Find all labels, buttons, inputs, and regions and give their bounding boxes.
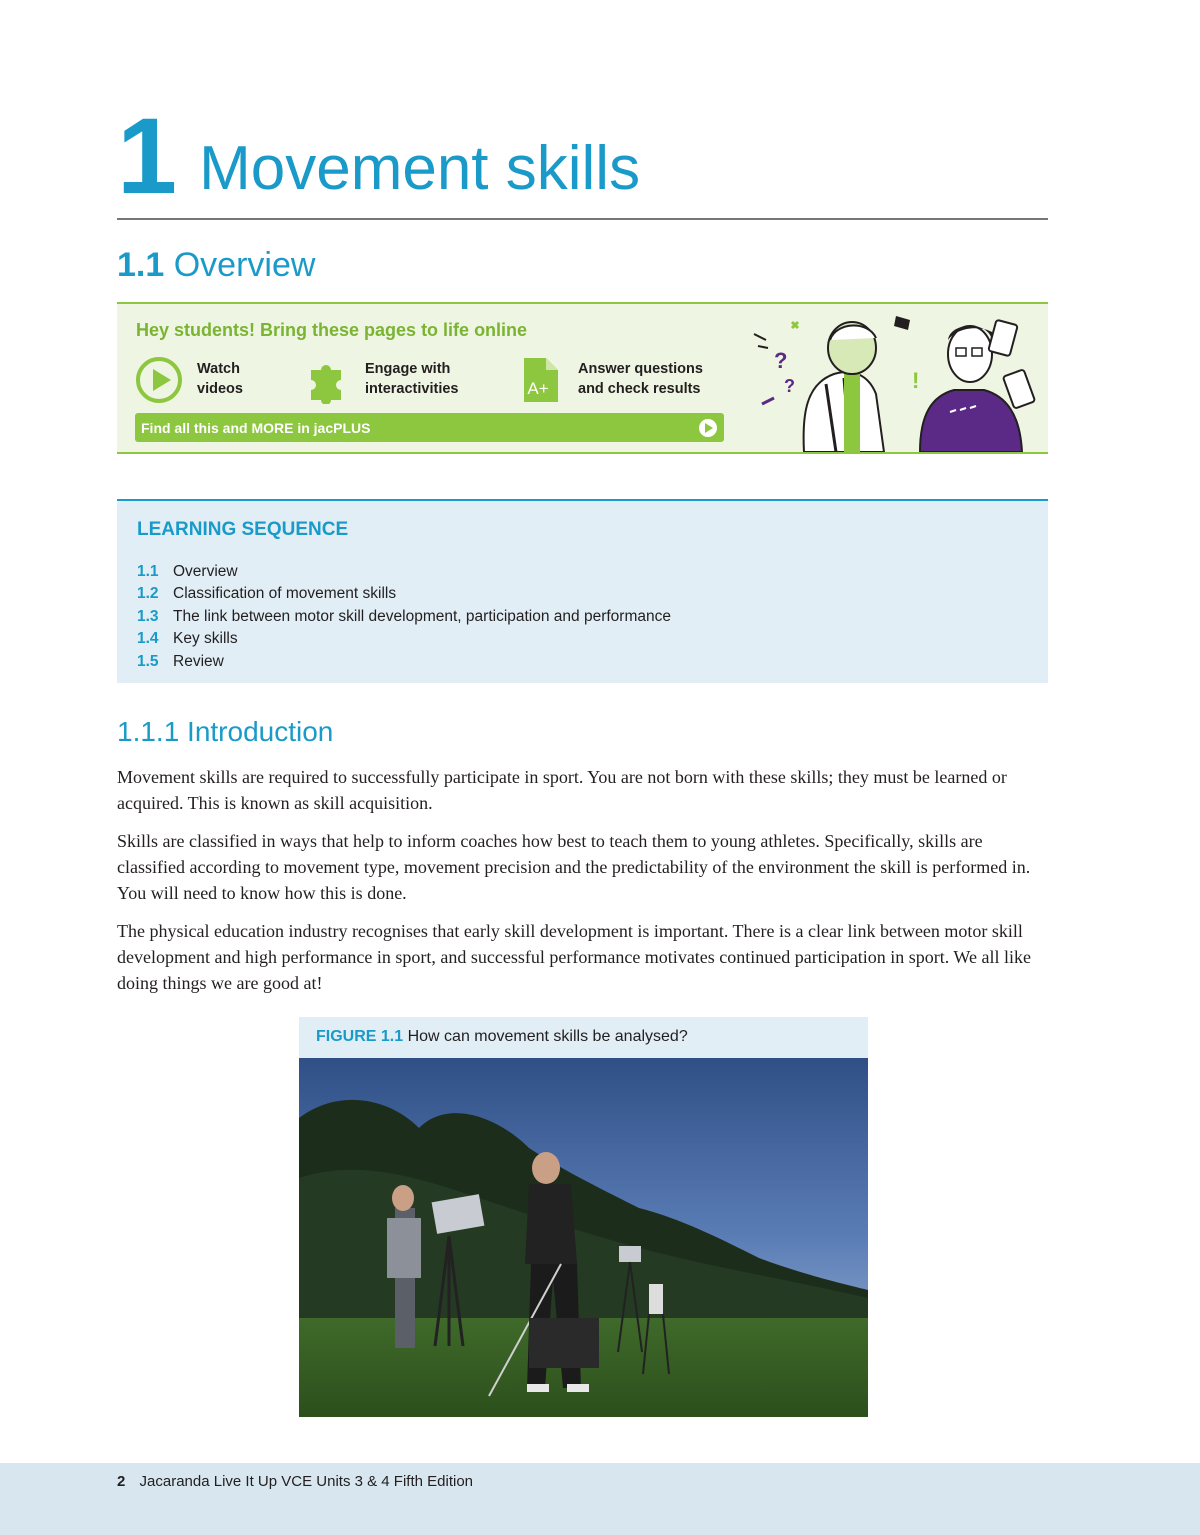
feature-label-line1: Engage with: [365, 361, 451, 378]
learning-item-number: 1.4: [137, 630, 159, 648]
section-title: Overview: [173, 246, 316, 284]
learning-item-label: Review: [173, 652, 224, 670]
learning-sequence-title: LEARNING SEQUENCE: [137, 519, 349, 540]
feature-answer-questions[interactable]: [516, 354, 718, 406]
promo-bar-text: Find all this and MORE in jacPLUS: [141, 419, 371, 436]
svg-text:!: !: [912, 368, 920, 393]
figure-caption: [299, 1017, 868, 1058]
learning-item[interactable]: [137, 628, 671, 650]
intro-paragraph: The physical education industry recognises that early skill development is important. There is a clear link between motor skill development and high performance in sport, and successful performance motivates continued participation in sport. We all like doing things we are good at!: [117, 921, 1031, 993]
document-grade-icon: [516, 356, 564, 404]
learning-item-label: Classification of movement skills: [173, 585, 397, 603]
introduction-heading: 1.1.1 Introduction: [117, 716, 334, 747]
section-heading: [117, 247, 315, 284]
chapter-number: 1: [117, 95, 174, 216]
puzzle-icon: [303, 356, 351, 404]
feature-label-line1: Watch: [197, 361, 240, 378]
feature-label-line2: and check results: [578, 381, 701, 397]
learning-sequence-list: [137, 561, 671, 673]
golf-analysis-scene: [299, 1058, 868, 1417]
feature-label-line2: videos: [197, 381, 243, 397]
svg-text:A+: A+: [527, 379, 549, 398]
learning-item-number: 1.1: [137, 563, 159, 580]
section-number: 1.1: [117, 246, 165, 284]
learning-item-number: 1.2: [137, 585, 159, 603]
students-illustration: [744, 304, 1048, 452]
chapter-divider: [117, 218, 1048, 220]
learning-item[interactable]: [137, 651, 671, 673]
page-footer: [0, 1463, 1200, 1535]
learning-item-label: The link between motor skill development, participation and performance: [173, 607, 671, 625]
book-title: Jacaranda Live It Up VCE Units 3 & 4 Fifth Edition: [139, 1473, 474, 1490]
learning-item-number: 1.5: [137, 652, 159, 670]
feature-label-line2: interactivities: [365, 381, 459, 397]
intro-paragraph: Skills are classified in ways that help to inform coaches how best to teach them to young athletes. Specifically, skills are classified according to movement type, movement precision and the predictability of the environment the skill is performed in. You will need to know how this is done.: [117, 831, 1031, 903]
arrow-right-icon: [698, 418, 718, 438]
promo-heading: Hey students! Bring these pages to life online: [136, 320, 528, 340]
figure-label: FIGURE 1.1: [316, 1028, 404, 1045]
svg-text:?: ?: [784, 376, 795, 396]
chapter-heading: [117, 95, 641, 216]
learning-item[interactable]: [137, 583, 671, 605]
learning-item-number: 1.3: [137, 607, 159, 625]
learning-item[interactable]: [137, 561, 671, 583]
intro-paragraph: Movement skills are required to successfully participate in sport. You are not born with these skills; they must be learned or acquired. This is known as skill acquisition.: [117, 767, 1007, 813]
play-icon: [135, 356, 183, 404]
learning-item[interactable]: [137, 606, 671, 628]
feature-interactivities[interactable]: [303, 354, 505, 406]
figure-caption-text: How can movement skills be analysed?: [407, 1028, 688, 1045]
chapter-title: Movement skills: [199, 134, 641, 203]
learning-item-label: Overview: [173, 563, 238, 580]
page-number: 2: [117, 1473, 126, 1490]
svg-text:?: ?: [774, 348, 788, 373]
jacplus-promo-panel: [117, 302, 1048, 454]
jacplus-link-bar[interactable]: [135, 413, 724, 442]
golf-swing-photo: [299, 1058, 868, 1417]
learning-sequence-panel: [117, 499, 1048, 683]
learning-item-label: Key skills: [173, 630, 238, 648]
feature-label-line1: Answer questions: [578, 361, 703, 378]
